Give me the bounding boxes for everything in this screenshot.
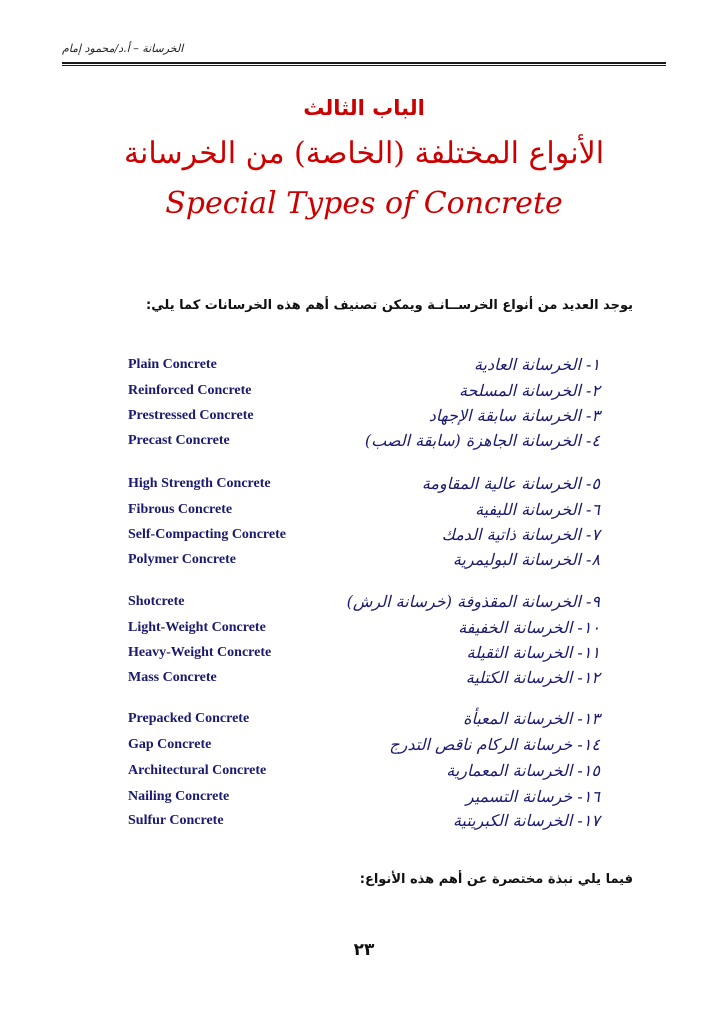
item-arabic: ٢- الخرسانة المسلحة	[458, 381, 600, 400]
item-arabic: ١٦- خرسانة التسمير	[465, 787, 600, 806]
item-english: Prestressed Concrete	[128, 408, 254, 423]
list-item	[0, 550, 728, 574]
list-item	[0, 668, 728, 692]
item-english: Mass Concrete	[128, 670, 217, 685]
item-arabic: ١١- الخرسانة الثقيلة	[466, 643, 600, 662]
item-english: Architectural Concrete	[128, 763, 267, 778]
item-arabic: ١٧- الخرسانة الكبريتية	[452, 811, 600, 830]
item-arabic: ١- الخرسانة العادية	[473, 355, 600, 374]
item-english: Precast Concrete	[128, 433, 230, 448]
item-arabic: ٧- الخرسانة ذاتية الدمك	[441, 525, 600, 544]
item-arabic: ١٣- الخرسانة المعبأة	[463, 709, 600, 728]
header-rule	[62, 62, 666, 64]
item-english: Reinforced Concrete	[128, 383, 252, 398]
item-arabic: ١٠- الخرسانة الخفيفة	[458, 618, 600, 637]
item-arabic: ١٤- خرسانة الركام ناقص التدرج	[389, 735, 600, 754]
list-item	[0, 618, 728, 642]
title-arabic: الأنواع المختلفة (الخاصة) من الخرسانة	[123, 136, 605, 171]
intro-paragraph: يوجد العديد من أنواع الخرســانـة ويمكن تصنيف أهم هذه الخرسانات كما يلي:	[146, 298, 633, 313]
list-item	[0, 431, 728, 455]
item-english: Light-Weight Concrete	[128, 620, 266, 635]
item-english: Fibrous Concrete	[128, 502, 233, 517]
list-item	[0, 811, 728, 835]
list-item	[0, 500, 728, 524]
list-item	[0, 709, 728, 733]
running-head: الخرسانة – أ.د/محمود إمام	[62, 42, 184, 55]
list-item	[0, 643, 728, 667]
list-item	[0, 381, 728, 405]
item-arabic: ٦- الخرسانة الليفية	[475, 500, 600, 519]
item-english: Sulfur Concrete	[128, 813, 224, 828]
item-english: High Strength Concrete	[128, 476, 271, 491]
item-english: Plain Concrete	[128, 357, 217, 372]
title-english: Special Types of Concrete	[165, 186, 563, 221]
item-english: Polymer Concrete	[128, 552, 236, 567]
item-english: Self-Compacting Concrete	[128, 527, 286, 542]
item-arabic: ١٥- الخرسانة المعمارية	[446, 761, 600, 780]
item-arabic: ٥- الخرسانة عالية المقاومة	[421, 474, 600, 493]
page-number: ٢٣	[353, 940, 375, 960]
outro-paragraph: فيما يلي نبذة مختصرة عن أهم هذه الأنواع:	[359, 872, 633, 887]
list-item	[0, 355, 728, 379]
item-arabic: ٣- الخرسانة سابقة الإجهاد	[428, 406, 600, 425]
list-item	[0, 525, 728, 549]
list-item	[0, 474, 728, 498]
list-item	[0, 761, 728, 785]
item-arabic: ٩- الخرسانة المقذوفة (خرسانة الرش)	[346, 592, 600, 611]
item-english: Gap Concrete	[128, 737, 212, 752]
item-english: Heavy-Weight Concrete	[128, 645, 272, 660]
list-item	[0, 592, 728, 616]
header-rule-thin	[62, 65, 666, 66]
item-arabic: ٨- الخرسانة البوليمرية	[452, 550, 600, 569]
item-english: Prepacked Concrete	[128, 711, 250, 726]
list-item	[0, 787, 728, 811]
chapter-title: الباب الثالث	[303, 96, 425, 120]
item-arabic: ٤- الخرسانة الجاهزة (سابقة الصب)	[364, 431, 600, 450]
list-item	[0, 406, 728, 430]
item-english: Nailing Concrete	[128, 789, 230, 804]
item-arabic: ١٢- الخرسانة الكتلية	[465, 668, 600, 687]
item-english: Shotcrete	[128, 594, 185, 609]
list-item	[0, 735, 728, 759]
